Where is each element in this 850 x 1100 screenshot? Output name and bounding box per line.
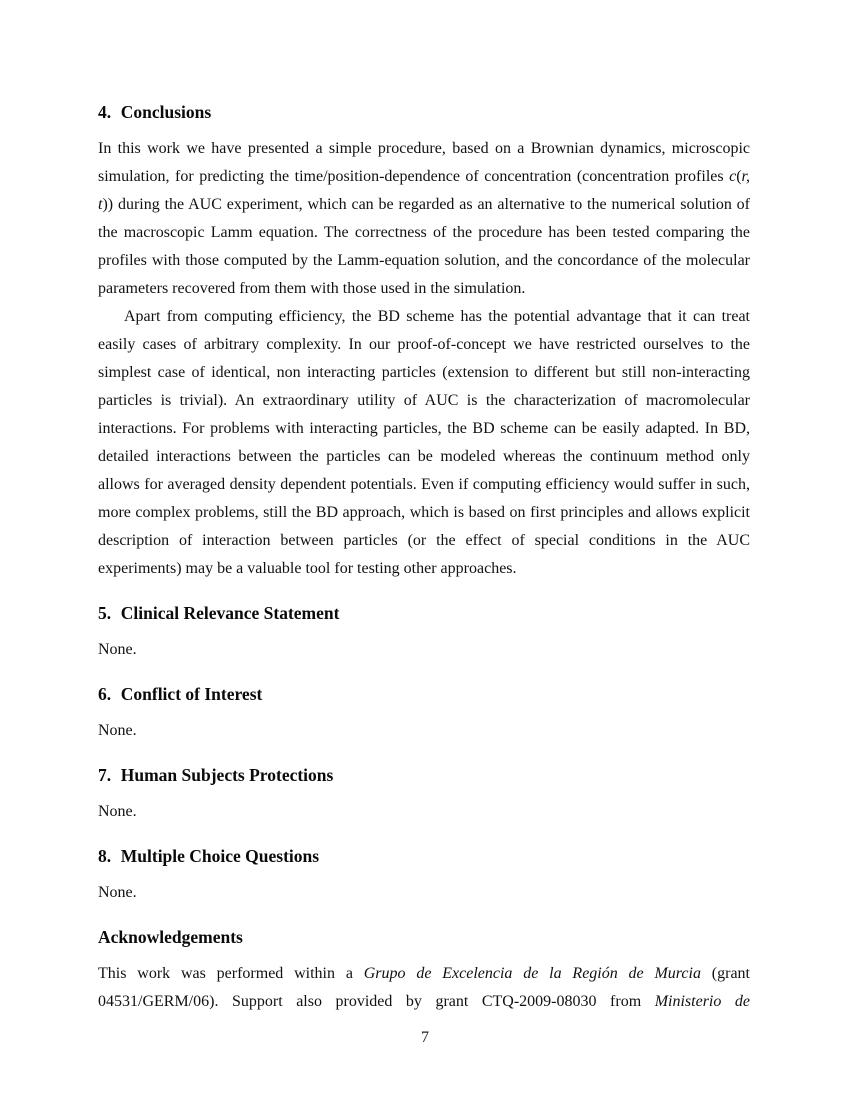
section-heading-multiple-choice [98,845,750,868]
section-heading-conflict-of-interest [98,683,750,706]
section-title: Human Subjects Protections [120,765,334,785]
paragraph-acknowledgements [98,960,750,1016]
page-number: 7 [421,1029,429,1046]
page-content [98,101,750,1016]
text-run: (grant 04531/GERM/06). Support also provided by grant CTQ-2009-08030 from [98,965,751,1010]
text-run: This work was performed within a [98,965,364,982]
section-title: Acknowledgements [98,927,243,947]
paragraph-multiple-choice: None. [98,884,137,901]
section-number: 5. [98,603,112,623]
paragraph-conclusions-2: Apart from computing efficiency, the BD scheme has the potential advantage that it can treat easily cases of arbitrary complexity. In our proof-of-concept we have restricted ourselves to the simplest case of identical, non interacting particles (extension to different but still non-interacting particles is trivial). An extraordinary utility of AUC is the characterization of macromolecular interactions. For problems with interacting particles, the BD scheme can be easily adapted. In BD, detailed interactions between the particles can be modeled whereas the continuum method only allows for averaged density dependent potentials. Even if computing efficiency would suffer in such, more complex problems, still the BD approach, which is based on first principles and allows explicit description of interaction between particles (or the effect of special conditions in the AUC experiments) may be a valuable tool for testing other approaches. [98,308,750,577]
section-heading-conclusions [98,101,750,124]
paragraph-clinical-relevance: None. [98,641,137,658]
section-title: Multiple Choice Questions [120,846,320,866]
section-title: Conclusions [120,102,212,122]
text-run: ( [736,168,742,185]
paragraph-human-subjects: None. [98,803,137,820]
section-heading-human-subjects [98,764,750,787]
italic-grant-group-name: Grupo de Excelencia de la Región de Murcia [363,965,701,982]
text-run: In this work we have presented a simple procedure, based on a Brownian dynamics, microscopic simulation, for predicting the time/position-dependence of concentration (concentration profiles [98,140,750,185]
paragraph-conflict-of-interest: None. [98,722,137,739]
section-number: 7. [98,765,112,785]
text-run: )) during the AUC experiment, which can be regarded as an alternative to the numerical solution of the macroscopic Lamm equation. The correctness of the procedure has been tested comparing the profiles with those computed by the Lamm-equation solution, and the concordance of the molecular parameters recovered from them with those used in the simulation. [98,196,750,297]
section-number: 4. [98,102,112,122]
section-title: Conflict of Interest [120,684,263,704]
italic-ministry-name: Ministerio de [654,993,751,1010]
section-title: Clinical Relevance Statement [120,603,340,623]
section-number: 6. [98,684,112,704]
section-number: 8. [98,846,112,866]
section-heading-acknowledgements [98,926,750,949]
math-var-rt: r, t [98,168,750,213]
math-var-c: c [729,168,737,185]
paragraph-conclusions-1 [98,135,750,303]
section-heading-clinical-relevance [98,602,750,625]
